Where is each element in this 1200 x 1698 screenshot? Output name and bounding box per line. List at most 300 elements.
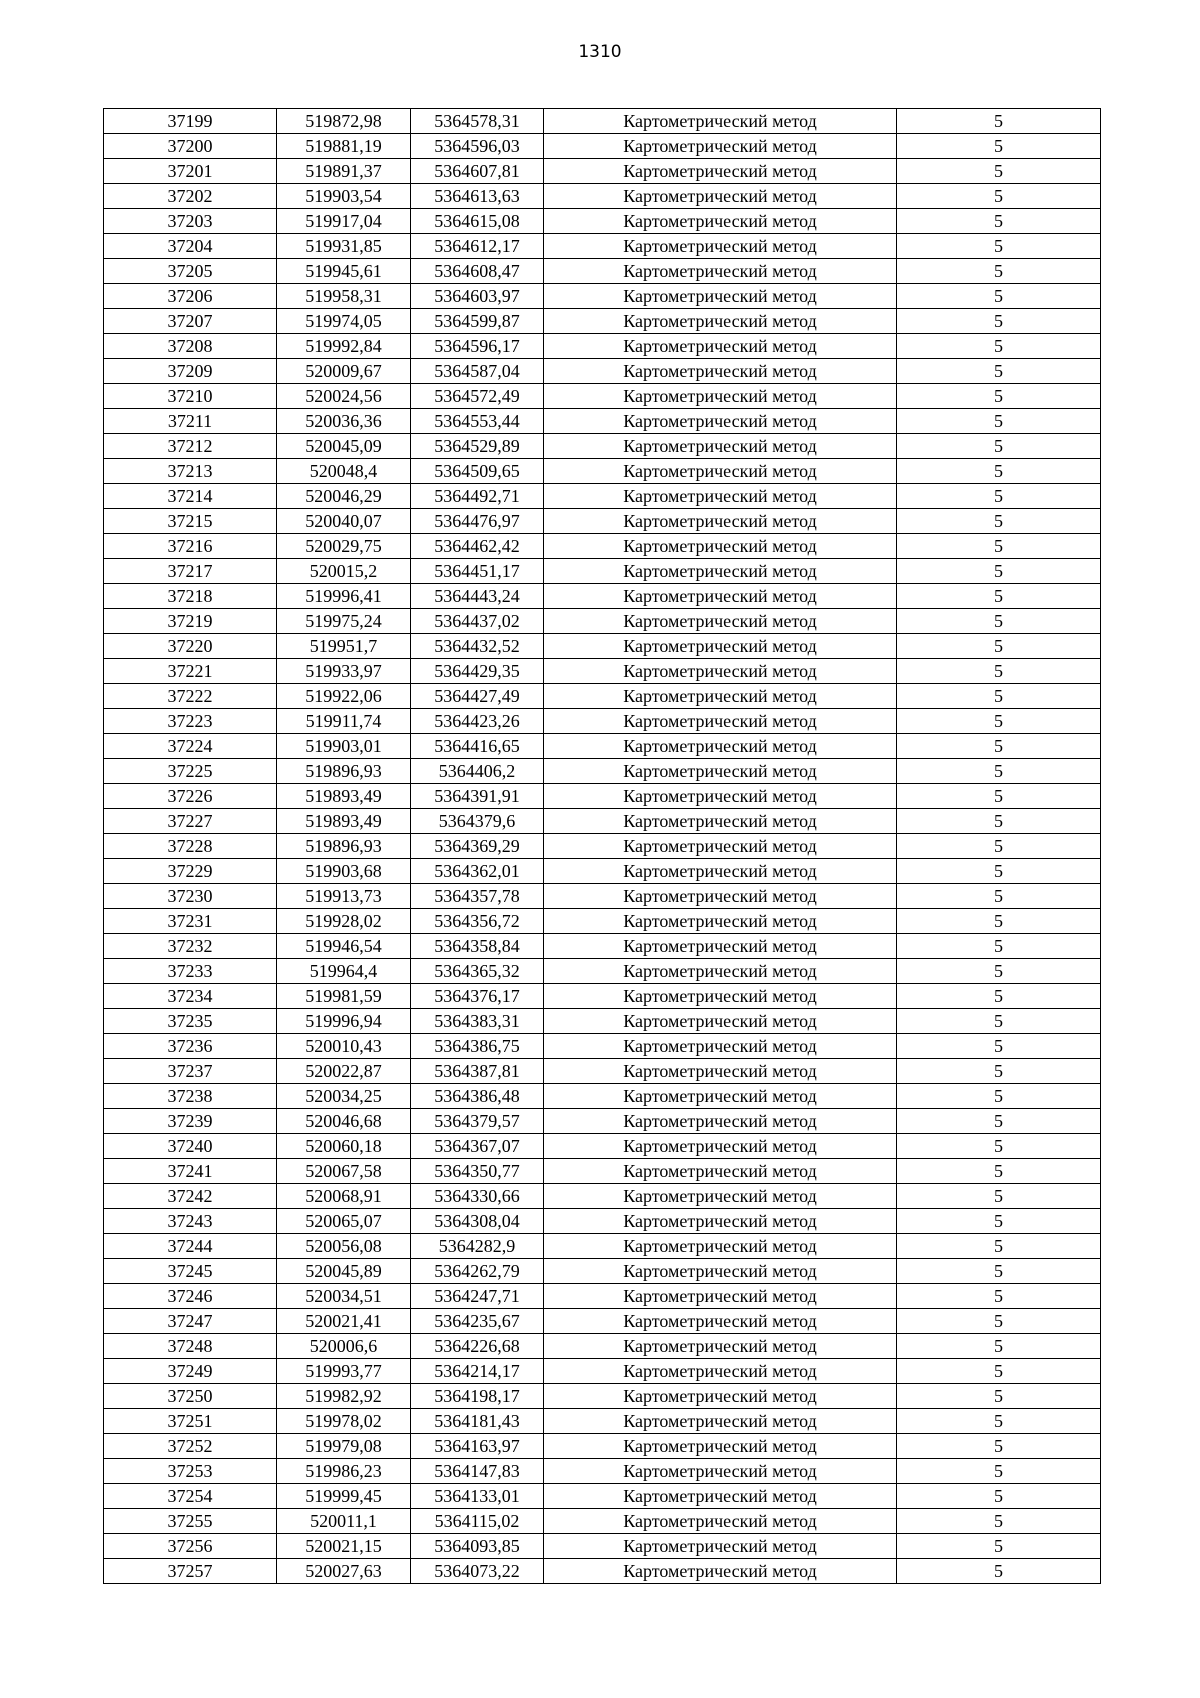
y-coordinate-cell: 5364073,22	[411, 1559, 544, 1584]
method-cell: Картометрический метод	[544, 1434, 897, 1459]
table-row	[104, 884, 1101, 909]
point-number-cell: 37220	[104, 634, 277, 659]
method-cell: Картометрический метод	[544, 959, 897, 984]
table-row	[104, 459, 1101, 484]
accuracy-cell: 5	[897, 1284, 1101, 1309]
table-row	[104, 109, 1101, 134]
method-cell: Картометрический метод	[544, 984, 897, 1009]
table-row	[104, 209, 1101, 234]
table-row	[104, 359, 1101, 384]
x-coordinate-cell: 519917,04	[277, 209, 411, 234]
method-cell: Картометрический метод	[544, 409, 897, 434]
y-coordinate-cell: 5364572,49	[411, 384, 544, 409]
x-coordinate-cell: 519928,02	[277, 909, 411, 934]
accuracy-cell: 5	[897, 834, 1101, 859]
method-cell: Картометрический метод	[544, 1484, 897, 1509]
accuracy-cell: 5	[897, 384, 1101, 409]
coordinates-table-body	[104, 109, 1101, 1584]
method-cell: Картометрический метод	[544, 909, 897, 934]
table-row	[104, 1459, 1101, 1484]
x-coordinate-cell: 520046,29	[277, 484, 411, 509]
table-row	[104, 1259, 1101, 1284]
accuracy-cell: 5	[897, 159, 1101, 184]
y-coordinate-cell: 5364350,77	[411, 1159, 544, 1184]
point-number-cell: 37219	[104, 609, 277, 634]
y-coordinate-cell: 5364492,71	[411, 484, 544, 509]
y-coordinate-cell: 5364587,04	[411, 359, 544, 384]
point-number-cell: 37218	[104, 584, 277, 609]
table-row	[104, 409, 1101, 434]
method-cell: Картометрический метод	[544, 1534, 897, 1559]
point-number-cell: 37251	[104, 1409, 277, 1434]
x-coordinate-cell: 519891,37	[277, 159, 411, 184]
point-number-cell: 37236	[104, 1034, 277, 1059]
table-row	[104, 584, 1101, 609]
x-coordinate-cell: 519903,01	[277, 734, 411, 759]
table-row	[104, 834, 1101, 859]
y-coordinate-cell: 5364362,01	[411, 859, 544, 884]
table-row	[104, 684, 1101, 709]
accuracy-cell: 5	[897, 709, 1101, 734]
point-number-cell: 37241	[104, 1159, 277, 1184]
point-number-cell: 37243	[104, 1209, 277, 1234]
y-coordinate-cell: 5364529,89	[411, 434, 544, 459]
y-coordinate-cell: 5364376,17	[411, 984, 544, 1009]
method-cell: Картометрический метод	[544, 1334, 897, 1359]
accuracy-cell: 5	[897, 559, 1101, 584]
table-row	[104, 184, 1101, 209]
table-row	[104, 809, 1101, 834]
x-coordinate-cell: 520010,43	[277, 1034, 411, 1059]
accuracy-cell: 5	[897, 1559, 1101, 1584]
method-cell: Картометрический метод	[544, 109, 897, 134]
accuracy-cell: 5	[897, 609, 1101, 634]
method-cell: Картометрический метод	[544, 609, 897, 634]
method-cell: Картометрический метод	[544, 1459, 897, 1484]
point-number-cell: 37199	[104, 109, 277, 134]
table-row	[104, 309, 1101, 334]
point-number-cell: 37249	[104, 1359, 277, 1384]
y-coordinate-cell: 5364613,63	[411, 184, 544, 209]
table-row	[104, 609, 1101, 634]
x-coordinate-cell: 519913,73	[277, 884, 411, 909]
table-row	[104, 1184, 1101, 1209]
y-coordinate-cell: 5364615,08	[411, 209, 544, 234]
accuracy-cell: 5	[897, 1009, 1101, 1034]
y-coordinate-cell: 5364386,48	[411, 1084, 544, 1109]
y-coordinate-cell: 5364427,49	[411, 684, 544, 709]
method-cell: Картометрический метод	[544, 184, 897, 209]
accuracy-cell: 5	[897, 809, 1101, 834]
accuracy-cell: 5	[897, 334, 1101, 359]
method-cell: Картометрический метод	[544, 859, 897, 884]
x-coordinate-cell: 519896,93	[277, 759, 411, 784]
point-number-cell: 37245	[104, 1259, 277, 1284]
x-coordinate-cell: 519893,49	[277, 809, 411, 834]
x-coordinate-cell: 520029,75	[277, 534, 411, 559]
point-number-cell: 37216	[104, 534, 277, 559]
point-number-cell: 37228	[104, 834, 277, 859]
method-cell: Картометрический метод	[544, 484, 897, 509]
point-number-cell: 37209	[104, 359, 277, 384]
accuracy-cell: 5	[897, 1484, 1101, 1509]
x-coordinate-cell: 520021,15	[277, 1534, 411, 1559]
method-cell: Картометрический метод	[544, 459, 897, 484]
x-coordinate-cell: 520009,67	[277, 359, 411, 384]
table-row	[104, 1159, 1101, 1184]
table-row	[104, 659, 1101, 684]
accuracy-cell: 5	[897, 1159, 1101, 1184]
accuracy-cell: 5	[897, 1034, 1101, 1059]
accuracy-cell: 5	[897, 1084, 1101, 1109]
accuracy-cell: 5	[897, 909, 1101, 934]
x-coordinate-cell: 520040,07	[277, 509, 411, 534]
method-cell: Картометрический метод	[544, 1309, 897, 1334]
accuracy-cell: 5	[897, 1459, 1101, 1484]
y-coordinate-cell: 5364133,01	[411, 1484, 544, 1509]
accuracy-cell: 5	[897, 1534, 1101, 1559]
table-row	[104, 634, 1101, 659]
accuracy-cell: 5	[897, 759, 1101, 784]
y-coordinate-cell: 5364391,91	[411, 784, 544, 809]
method-cell: Картометрический метод	[544, 659, 897, 684]
x-coordinate-cell: 519992,84	[277, 334, 411, 359]
y-coordinate-cell: 5364181,43	[411, 1409, 544, 1434]
point-number-cell: 37240	[104, 1134, 277, 1159]
point-number-cell: 37221	[104, 659, 277, 684]
table-row	[104, 334, 1101, 359]
method-cell: Картометрический метод	[544, 334, 897, 359]
point-number-cell: 37208	[104, 334, 277, 359]
x-coordinate-cell: 519911,74	[277, 709, 411, 734]
method-cell: Картометрический метод	[544, 1009, 897, 1034]
point-number-cell: 37244	[104, 1234, 277, 1259]
x-coordinate-cell: 520021,41	[277, 1309, 411, 1334]
point-number-cell: 37215	[104, 509, 277, 534]
point-number-cell: 37227	[104, 809, 277, 834]
table-row	[104, 1009, 1101, 1034]
accuracy-cell: 5	[897, 959, 1101, 984]
accuracy-cell: 5	[897, 1359, 1101, 1384]
point-number-cell: 37201	[104, 159, 277, 184]
point-number-cell: 37214	[104, 484, 277, 509]
accuracy-cell: 5	[897, 1409, 1101, 1434]
table-row	[104, 1059, 1101, 1084]
y-coordinate-cell: 5364432,52	[411, 634, 544, 659]
point-number-cell: 37257	[104, 1559, 277, 1584]
accuracy-cell: 5	[897, 184, 1101, 209]
table-row	[104, 934, 1101, 959]
accuracy-cell: 5	[897, 784, 1101, 809]
point-number-cell: 37256	[104, 1534, 277, 1559]
y-coordinate-cell: 5364612,17	[411, 234, 544, 259]
x-coordinate-cell: 520034,51	[277, 1284, 411, 1309]
point-number-cell: 37239	[104, 1109, 277, 1134]
point-number-cell: 37250	[104, 1384, 277, 1409]
accuracy-cell: 5	[897, 934, 1101, 959]
accuracy-cell: 5	[897, 884, 1101, 909]
accuracy-cell: 5	[897, 134, 1101, 159]
table-row	[104, 284, 1101, 309]
point-number-cell: 37223	[104, 709, 277, 734]
method-cell: Картометрический метод	[544, 884, 897, 909]
y-coordinate-cell: 5364476,97	[411, 509, 544, 534]
point-number-cell: 37217	[104, 559, 277, 584]
point-number-cell: 37234	[104, 984, 277, 1009]
point-number-cell: 37235	[104, 1009, 277, 1034]
y-coordinate-cell: 5364367,07	[411, 1134, 544, 1159]
y-coordinate-cell: 5364603,97	[411, 284, 544, 309]
method-cell: Картометрический метод	[544, 359, 897, 384]
accuracy-cell: 5	[897, 109, 1101, 134]
method-cell: Картометрический метод	[544, 234, 897, 259]
y-coordinate-cell: 5364358,84	[411, 934, 544, 959]
point-number-cell: 37229	[104, 859, 277, 884]
table-row	[104, 1134, 1101, 1159]
method-cell: Картометрический метод	[544, 1359, 897, 1384]
x-coordinate-cell: 519996,94	[277, 1009, 411, 1034]
coordinates-table	[103, 108, 1101, 1584]
point-number-cell: 37237	[104, 1059, 277, 1084]
accuracy-cell: 5	[897, 534, 1101, 559]
table-row	[104, 859, 1101, 884]
point-number-cell: 37233	[104, 959, 277, 984]
y-coordinate-cell: 5364429,35	[411, 659, 544, 684]
table-row	[104, 559, 1101, 584]
point-number-cell: 37206	[104, 284, 277, 309]
y-coordinate-cell: 5364437,02	[411, 609, 544, 634]
point-number-cell: 37203	[104, 209, 277, 234]
method-cell: Картометрический метод	[544, 384, 897, 409]
accuracy-cell: 5	[897, 1109, 1101, 1134]
accuracy-cell: 5	[897, 309, 1101, 334]
x-coordinate-cell: 519951,7	[277, 634, 411, 659]
x-coordinate-cell: 519945,61	[277, 259, 411, 284]
accuracy-cell: 5	[897, 859, 1101, 884]
y-coordinate-cell: 5364308,04	[411, 1209, 544, 1234]
accuracy-cell: 5	[897, 484, 1101, 509]
x-coordinate-cell: 520045,09	[277, 434, 411, 459]
point-number-cell: 37200	[104, 134, 277, 159]
x-coordinate-cell: 520067,58	[277, 1159, 411, 1184]
method-cell: Картометрический метод	[544, 1084, 897, 1109]
x-coordinate-cell: 520006,6	[277, 1334, 411, 1359]
accuracy-cell: 5	[897, 1259, 1101, 1284]
accuracy-cell: 5	[897, 409, 1101, 434]
method-cell: Картометрический метод	[544, 809, 897, 834]
point-number-cell: 37224	[104, 734, 277, 759]
table-row	[104, 1309, 1101, 1334]
method-cell: Картометрический метод	[544, 1109, 897, 1134]
method-cell: Картометрический метод	[544, 534, 897, 559]
table-row	[104, 484, 1101, 509]
accuracy-cell: 5	[897, 1434, 1101, 1459]
y-coordinate-cell: 5364596,03	[411, 134, 544, 159]
accuracy-cell: 5	[897, 284, 1101, 309]
table-row	[104, 1509, 1101, 1534]
table-row	[104, 534, 1101, 559]
table-row	[104, 1559, 1101, 1584]
y-coordinate-cell: 5364356,72	[411, 909, 544, 934]
point-number-cell: 37231	[104, 909, 277, 934]
table-row	[104, 759, 1101, 784]
y-coordinate-cell: 5364115,02	[411, 1509, 544, 1534]
method-cell: Картометрический метод	[544, 159, 897, 184]
table-row	[104, 234, 1101, 259]
accuracy-cell: 5	[897, 1134, 1101, 1159]
method-cell: Картометрический метод	[544, 309, 897, 334]
point-number-cell: 37202	[104, 184, 277, 209]
accuracy-cell: 5	[897, 259, 1101, 284]
table-row	[104, 1534, 1101, 1559]
x-coordinate-cell: 519979,08	[277, 1434, 411, 1459]
table-row	[104, 259, 1101, 284]
y-coordinate-cell: 5364423,26	[411, 709, 544, 734]
point-number-cell: 37212	[104, 434, 277, 459]
y-coordinate-cell: 5364608,47	[411, 259, 544, 284]
table-row	[104, 784, 1101, 809]
method-cell: Картометрический метод	[544, 1559, 897, 1584]
table-row	[104, 1109, 1101, 1134]
y-coordinate-cell: 5364214,17	[411, 1359, 544, 1384]
y-coordinate-cell: 5364578,31	[411, 109, 544, 134]
x-coordinate-cell: 520068,91	[277, 1184, 411, 1209]
point-number-cell: 37247	[104, 1309, 277, 1334]
accuracy-cell: 5	[897, 984, 1101, 1009]
accuracy-cell: 5	[897, 1184, 1101, 1209]
y-coordinate-cell: 5364553,44	[411, 409, 544, 434]
method-cell: Картометрический метод	[544, 584, 897, 609]
x-coordinate-cell: 520046,68	[277, 1109, 411, 1134]
accuracy-cell: 5	[897, 359, 1101, 384]
table-row	[104, 984, 1101, 1009]
x-coordinate-cell: 519931,85	[277, 234, 411, 259]
x-coordinate-cell: 519872,98	[277, 109, 411, 134]
table-row	[104, 159, 1101, 184]
y-coordinate-cell: 5364235,67	[411, 1309, 544, 1334]
x-coordinate-cell: 520022,87	[277, 1059, 411, 1084]
method-cell: Картометрический метод	[544, 1159, 897, 1184]
table-row	[104, 1284, 1101, 1309]
method-cell: Картометрический метод	[544, 734, 897, 759]
x-coordinate-cell: 519981,59	[277, 984, 411, 1009]
accuracy-cell: 5	[897, 634, 1101, 659]
x-coordinate-cell: 520045,89	[277, 1259, 411, 1284]
y-coordinate-cell: 5364596,17	[411, 334, 544, 359]
method-cell: Картометрический метод	[544, 709, 897, 734]
point-number-cell: 37210	[104, 384, 277, 409]
accuracy-cell: 5	[897, 459, 1101, 484]
y-coordinate-cell: 5364226,68	[411, 1334, 544, 1359]
y-coordinate-cell: 5364509,65	[411, 459, 544, 484]
table-row	[104, 1409, 1101, 1434]
method-cell: Картометрический метод	[544, 209, 897, 234]
method-cell: Картометрический метод	[544, 834, 897, 859]
y-coordinate-cell: 5364369,29	[411, 834, 544, 859]
y-coordinate-cell: 5364247,71	[411, 1284, 544, 1309]
accuracy-cell: 5	[897, 684, 1101, 709]
y-coordinate-cell: 5364416,65	[411, 734, 544, 759]
table-row	[104, 959, 1101, 984]
table-row	[104, 434, 1101, 459]
method-cell: Картометрический метод	[544, 134, 897, 159]
x-coordinate-cell: 520036,36	[277, 409, 411, 434]
table-row	[104, 1084, 1101, 1109]
x-coordinate-cell: 519922,06	[277, 684, 411, 709]
y-coordinate-cell: 5364147,83	[411, 1459, 544, 1484]
page-number: 1310	[578, 42, 622, 62]
table-row	[104, 709, 1101, 734]
x-coordinate-cell: 519999,45	[277, 1484, 411, 1509]
point-number-cell: 37254	[104, 1484, 277, 1509]
y-coordinate-cell: 5364451,17	[411, 559, 544, 584]
x-coordinate-cell: 520024,56	[277, 384, 411, 409]
x-coordinate-cell: 520011,1	[277, 1509, 411, 1534]
x-coordinate-cell: 519893,49	[277, 784, 411, 809]
accuracy-cell: 5	[897, 1059, 1101, 1084]
method-cell: Картометрический метод	[544, 1134, 897, 1159]
method-cell: Картометрический метод	[544, 1059, 897, 1084]
point-number-cell: 37204	[104, 234, 277, 259]
method-cell: Картометрический метод	[544, 1184, 897, 1209]
x-coordinate-cell: 520048,4	[277, 459, 411, 484]
point-number-cell: 37248	[104, 1334, 277, 1359]
y-coordinate-cell: 5364599,87	[411, 309, 544, 334]
x-coordinate-cell: 520056,08	[277, 1234, 411, 1259]
point-number-cell: 37253	[104, 1459, 277, 1484]
accuracy-cell: 5	[897, 734, 1101, 759]
table-row	[104, 734, 1101, 759]
table-row	[104, 384, 1101, 409]
point-number-cell: 37255	[104, 1509, 277, 1534]
y-coordinate-cell: 5364163,97	[411, 1434, 544, 1459]
y-coordinate-cell: 5364262,79	[411, 1259, 544, 1284]
method-cell: Картометрический метод	[544, 509, 897, 534]
y-coordinate-cell: 5364607,81	[411, 159, 544, 184]
method-cell: Картометрический метод	[544, 284, 897, 309]
accuracy-cell: 5	[897, 584, 1101, 609]
table-row	[104, 1334, 1101, 1359]
x-coordinate-cell: 520015,2	[277, 559, 411, 584]
accuracy-cell: 5	[897, 434, 1101, 459]
y-coordinate-cell: 5364282,9	[411, 1234, 544, 1259]
method-cell: Картометрический метод	[544, 1509, 897, 1534]
y-coordinate-cell: 5364406,2	[411, 759, 544, 784]
y-coordinate-cell: 5364198,17	[411, 1384, 544, 1409]
point-number-cell: 37205	[104, 259, 277, 284]
accuracy-cell: 5	[897, 1384, 1101, 1409]
y-coordinate-cell: 5364462,42	[411, 534, 544, 559]
y-coordinate-cell: 5364365,32	[411, 959, 544, 984]
accuracy-cell: 5	[897, 1309, 1101, 1334]
accuracy-cell: 5	[897, 209, 1101, 234]
y-coordinate-cell: 5364387,81	[411, 1059, 544, 1084]
method-cell: Картометрический метод	[544, 434, 897, 459]
table-row	[104, 509, 1101, 534]
table-row	[104, 134, 1101, 159]
method-cell: Картометрический метод	[544, 934, 897, 959]
point-number-cell: 37242	[104, 1184, 277, 1209]
y-coordinate-cell: 5364379,6	[411, 809, 544, 834]
x-coordinate-cell: 519958,31	[277, 284, 411, 309]
point-number-cell: 37238	[104, 1084, 277, 1109]
x-coordinate-cell: 519903,68	[277, 859, 411, 884]
table-row	[104, 1434, 1101, 1459]
accuracy-cell: 5	[897, 659, 1101, 684]
accuracy-cell: 5	[897, 234, 1101, 259]
table-row	[104, 1359, 1101, 1384]
x-coordinate-cell: 519933,97	[277, 659, 411, 684]
